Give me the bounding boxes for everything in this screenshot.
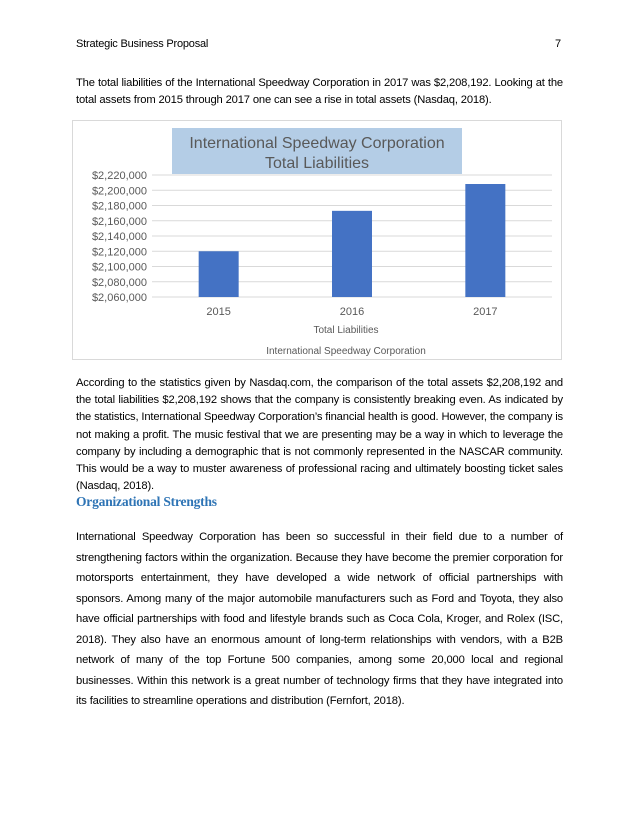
page-number: 7 (555, 38, 562, 50)
x-tick-label: 2017 (473, 306, 498, 318)
strengths-paragraph: International Speedway Corporation has been so successful in their field due to a number of strengthening factors within the organization. Because they have become the premier corporation for motorsports entertainment, they have developed a wide network of official partnerships with sponsors. Among many of the major automobile manufacturers such as Ford and Toyota, they also have official partnerships with food and lifestyle brands such as Coca Cola, Kroger, and Rolex (ISC, 2018). They also have an enormous amount of long-term relationships with vendors, with a B2B network of many of the top Fortune 500 companies, among some 20,000 local and regional businesses. Within this network is a great number of technology firms that they have integrated into its facilities to streamline operations and distribution (Fernfort, 2018). (76, 531, 563, 707)
y-tick-label: $2,060,000 (91, 292, 147, 304)
chart-footer-label: International Speedway Corporation (266, 346, 426, 357)
bar-2017 (465, 184, 505, 297)
y-tick-label: $2,100,000 (91, 261, 147, 274)
x-tick-label: 2015 (206, 306, 231, 318)
x-tick-label: 2016 (339, 306, 365, 318)
bar-2016 (332, 211, 372, 297)
analysis-paragraph: According to the statistics given by Nasdaq.com, the comparison of the total assets $2,208,192 and the total liabilities $2,208,192 shows that the company is consistently breaking even. As indicated by the statistics, International Speedway Corporation’s financial health is good. However, the company is not making a profit. The music festival that we are presenting may be a way in which to leverage the company by including a demographic that is not commonly represented in the NASCAR community. This would be a way to muster awareness of professional racing and ultimately boosting ticket sales (Nasdaq, 2018). (76, 377, 563, 493)
intro-paragraph: The total liabilities of the International Speedway Corporation in 2017 was $2,208,192. Looking at the total assets from 2015 through 2017 one can see a rise in total assets (Nasdaq, 2018). (76, 77, 563, 107)
y-tick-label: $2,140,000 (91, 231, 147, 243)
y-tick-label: $2,180,000 (91, 200, 147, 213)
y-tick-label: $2,200,000 (91, 185, 147, 198)
chart-title-line2: Total Liabilities (264, 155, 370, 172)
chart-y-axis (92, 170, 147, 304)
y-tick-label: $2,160,000 (91, 215, 147, 228)
section-heading: Organizational Strengths (76, 494, 217, 509)
y-tick-label: $2,120,000 (91, 246, 147, 259)
chart-title-line1: International Speedway Corporation (189, 135, 445, 152)
y-tick-label: $2,220,000 (91, 170, 147, 182)
page-header-title: Strategic Business Proposal (76, 38, 209, 50)
total-liabilities-chart (72, 120, 562, 360)
bar-2015 (199, 251, 239, 297)
y-tick-label: $2,080,000 (91, 276, 147, 289)
chart-x-axis-label: Total Liabilities (313, 325, 379, 336)
